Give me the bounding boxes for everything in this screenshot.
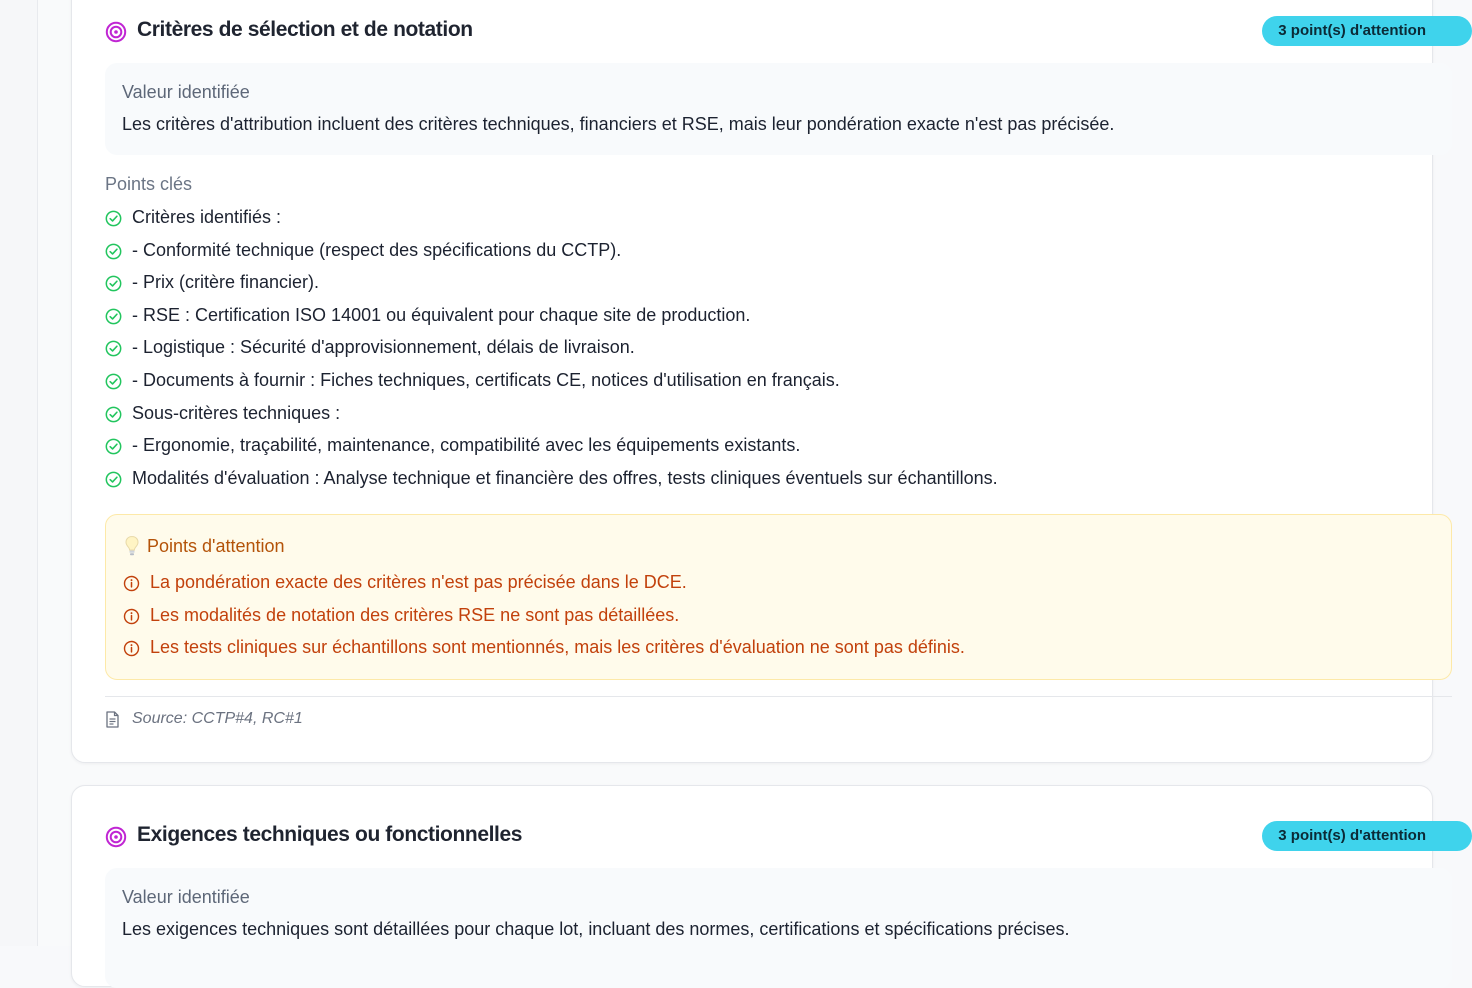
check-circle-icon [105,373,122,390]
value-text: Les exigences techniques sont détaillées pour chaque lot, incluant des normes, certifications et spécifications précises. [122,919,1070,939]
criteria-card [71,0,1433,763]
target-icon [105,826,127,848]
key-point-text: - Documents à fournir : Fiches techniques, certificats CE, notices d'utilisation en français. [132,369,840,390]
value-text: Les critères d'attribution incluent des critères techniques, financiers et RSE, mais leur pondération exacte n'est pas précisée. [122,114,1115,134]
technical-requirements-card [71,785,1433,987]
attention-text: La pondération exacte des critères n'est pas précisée dans le DCE. [150,572,687,592]
document-icon [105,711,120,728]
check-circle-icon [105,438,122,455]
check-circle-icon [105,210,122,227]
target-icon [105,21,127,43]
check-circle-icon [105,275,122,292]
value-label: Valeur identifiée [122,82,250,102]
main-content [38,0,1426,946]
attention-title: Points d'attention [147,536,285,556]
card-header [105,16,1432,46]
key-point-text: - Logistique : Sécurité d'approvisionnement, délais de livraison. [132,337,635,358]
check-circle-icon [105,308,122,325]
key-point-text: - RSE : Certification ISO 14001 ou équivalent pour chaque site de production. [132,304,751,325]
key-point-text: - Conformité technique (respect des spécifications du CCTP). [132,239,622,260]
attention-count-badge: 3 point(s) d'attention [1262,821,1472,851]
lightbulb-icon [124,535,140,557]
check-circle-icon [105,243,122,260]
key-point-text: - Prix (critère financier). [132,272,320,293]
key-points-label: Points clés [105,174,193,194]
info-circle-icon [123,640,140,657]
check-circle-icon [105,406,122,423]
info-circle-icon [123,608,140,625]
attention-box [105,514,1452,680]
card-title: Critères de sélection et de notation [137,18,473,41]
source-text: Source: CCTP#4, RC#1 [132,710,303,727]
identified-value-box [105,868,1452,988]
key-point-text: Modalités d'évaluation : Analyse technique et financière des offres, tests cliniques éventuels sur échantillons. [132,467,998,488]
value-label: Valeur identifiée [122,887,250,907]
info-circle-icon [123,575,140,592]
attention-text: Les tests cliniques sur échantillons sont mentionnés, mais les critères d'évaluation ne sont pas définis. [150,637,965,658]
check-circle-icon [105,471,122,488]
key-point-text: Critères identifiés : [132,207,282,227]
check-circle-icon [105,340,122,357]
key-point-text: Sous-critères techniques : [132,402,341,423]
card-title: Exigences techniques ou fonctionnelles [137,823,523,846]
attention-text: Les modalités de notation des critères RSE ne sont pas détaillées. [150,604,680,625]
identified-value-box [105,63,1452,155]
divider [105,696,1452,697]
card-header [105,821,1432,851]
key-point-text: - Ergonomie, traçabilité, maintenance, compatibilité avec les équipements existants. [132,435,801,456]
left-sidebar-rail [0,0,38,946]
attention-count-badge: 3 point(s) d'attention [1262,16,1472,46]
